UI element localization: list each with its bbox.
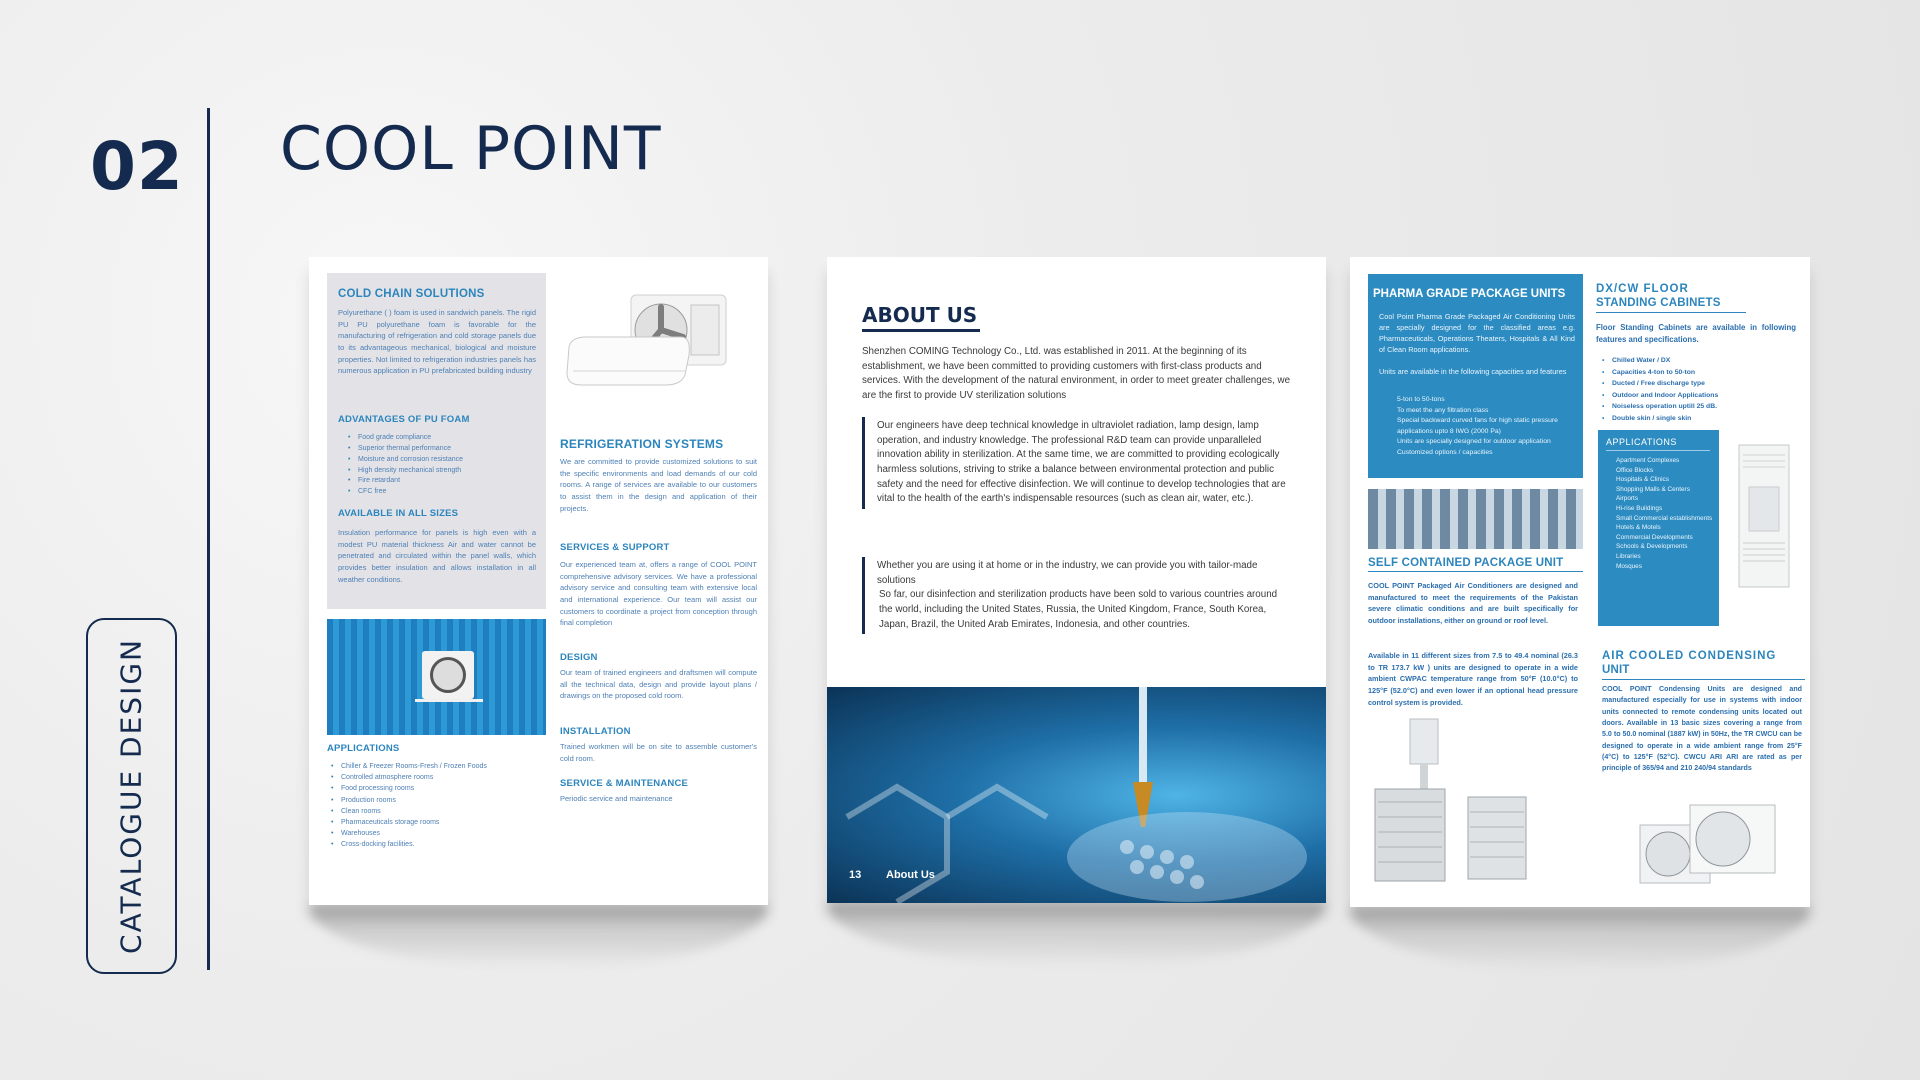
list-item: • Double skin / single skin bbox=[1602, 413, 1792, 425]
lab-photo bbox=[827, 687, 1326, 903]
list-item: • Controlled atmosphere rooms bbox=[331, 772, 551, 783]
sizes-text: Insulation performance for panels is high even with a modest PU material thickness Air and water cannot be penetrated and circulated within the panel walls, which provides better insulation and allows installation in all weather conditions. bbox=[338, 528, 536, 584]
services-text: Our experienced team at, offers a range of COOL POINT comprehensive advisory services. We have a professional advisory service and consulting team with extensive local and international experience. Our team will assist our customers to coordinate a project from conception through final completion bbox=[560, 560, 757, 628]
refrigeration-title: REFRIGERATION SYSTEMS bbox=[560, 437, 724, 451]
catalogue-page-about-us bbox=[827, 257, 1326, 903]
sizes-title: AVAILABLE IN ALL SIZES bbox=[338, 508, 459, 519]
list-item: • Hi-rise Buildings bbox=[1606, 504, 1714, 514]
list-item: • Moisture and corrosion resistance bbox=[348, 455, 538, 466]
dx-list bbox=[1602, 355, 1792, 424]
self-contained-title: SELF CONTAINED PACKAGE UNIT bbox=[1368, 557, 1564, 569]
fan-icon bbox=[430, 657, 466, 693]
list-item: • Superior thermal performance bbox=[348, 444, 538, 455]
self-contained-rule bbox=[1368, 571, 1583, 572]
list-item: • Shopping Malls & Centers bbox=[1606, 485, 1714, 495]
maintenance-title: SERVICE & MAINTENANCE bbox=[560, 778, 689, 789]
installation-title: INSTALLATION bbox=[560, 726, 631, 737]
list-item: • Hotels & Motels bbox=[1606, 523, 1714, 533]
list-item: • Fire retardant bbox=[348, 476, 538, 487]
maintenance-text: Periodic service and maintenance bbox=[560, 794, 673, 803]
list-item: • Pharmaceuticals storage rooms bbox=[331, 817, 551, 828]
list-item: • Customized options / capacities bbox=[1387, 448, 1577, 459]
condensing-units-photo bbox=[1370, 717, 1535, 887]
catalogue-page-products bbox=[1350, 257, 1810, 907]
list-item: • Production rooms bbox=[331, 795, 551, 806]
apps-list bbox=[1606, 456, 1714, 571]
split-units-photo bbox=[1635, 797, 1780, 887]
list-item: • Chiller & Freezer Rooms-Fresh / Frozen Foods bbox=[331, 761, 551, 772]
floor-cabinet-photo bbox=[1735, 443, 1793, 589]
dx-text: Floor Standing Cabinets are available in following features and specifications. bbox=[1596, 323, 1796, 344]
catalogue-page-cold-chain bbox=[309, 257, 768, 905]
applications-title: APPLICATIONS bbox=[327, 743, 400, 754]
design-text: Our team of trained engineers and draftsmen will compute all the technical data, design and provide layout plans / drawings on the proposed cold room. bbox=[560, 668, 757, 701]
list-item: • Small Commercial establishments bbox=[1606, 514, 1714, 524]
container-photo bbox=[327, 619, 546, 735]
advantages-list bbox=[348, 433, 538, 498]
design-title: DESIGN bbox=[560, 652, 598, 663]
advantages-title: ADVANTAGES OF PU FOAM bbox=[338, 414, 470, 425]
list-item: • Clean rooms bbox=[331, 806, 551, 817]
list-item: • Schools & Developments bbox=[1606, 542, 1714, 552]
section-number: 02 bbox=[90, 128, 184, 205]
list-item: • Commercial Developments bbox=[1606, 533, 1714, 543]
quote-2-line-a: Whether you are using it at home or in the industry, we can provide you with tailor-made solutions bbox=[877, 560, 1258, 586]
dx-rule bbox=[1596, 312, 1746, 313]
about-quote-1: Our engineers have deep technical knowledge in ultraviolet radiation, lamp design, lamp operation, and industry knowledge. The professional R&D team can provide unparalleled innovation ability in sterilization. At the same time, we are committed to providing ecologically harmless solutions, striving to strike a balance between environmental protection and public safety and the need for effective disinfection. We will continue to develop technologies that are vital to the health of the earth's indispensable resources (such as clean air, water, etc.). bbox=[862, 417, 1292, 509]
dx-title-1: DX/CW FLOOR bbox=[1596, 283, 1689, 295]
pharma-list bbox=[1387, 395, 1577, 458]
list-item: • Noiseless operation uptill 25 dB. bbox=[1602, 401, 1792, 413]
list-item: • Airports bbox=[1606, 494, 1714, 504]
refrigeration-text: We are committed to provide customized solutions to suit the specific environments and load demands of our cold rooms. A range of services are available to our customers to assist them in the design and application of their projects. bbox=[560, 457, 757, 513]
page-title: COOL POINT bbox=[280, 114, 662, 184]
page-number: 13 bbox=[849, 869, 862, 881]
side-label: CATALOGUE DESIGN bbox=[114, 638, 148, 954]
list-item: • Units are specially designed for outdoor application bbox=[1387, 437, 1577, 448]
dx-title-2: STANDING CABINETS bbox=[1596, 297, 1721, 309]
list-item: • To meet the any filtration class bbox=[1387, 406, 1577, 417]
building-photo bbox=[1368, 489, 1583, 549]
list-item: • Food grade compliance bbox=[348, 433, 538, 444]
list-item: • Apartment Complexes bbox=[1606, 456, 1714, 466]
air-conditioner-photo bbox=[561, 285, 741, 395]
pharma-text: Cool Point Pharma Grade Packaged Air Conditioning Units are specially designed for the classified areas e.g. Pharmaceuticals, Operations Theaters, Hospitals & All Kind of Clean Room applications. bbox=[1379, 312, 1575, 354]
list-item: • Special backward curved fans for high static pressure applications upto 8 IWG (2000 Pa) bbox=[1387, 416, 1577, 437]
list-item: • Hospitals & Clinics bbox=[1606, 475, 1714, 485]
cold-chain-text: Polyurethane ( ) foam is used in sandwich panels. The rigid PU PU polyurethane foam is favorable for the manufacturing of refrigeration and cold storage panels due to its advantageous mechanical, biological and moisture properties. Not limited to refrigeration industries panels has numerous application in PU prefabricated building industry bbox=[338, 308, 536, 376]
self-contained-text: COOL POINT Packaged Air Conditioners are designed and manufactured to meet the requirements of the Pakistan severe climatic conditions and are built specifically for outdoor installations, either on ground or roof level. bbox=[1368, 581, 1578, 626]
footer-label: About Us bbox=[886, 869, 935, 881]
list-item: • Warehouses bbox=[331, 828, 551, 839]
list-item: • Capacities 4-ton to 50-ton bbox=[1602, 367, 1792, 379]
list-item: • Mosques bbox=[1606, 562, 1714, 572]
air-cooled-rule bbox=[1602, 679, 1805, 680]
pharma-title: PHARMA GRADE PACKAGE UNITS bbox=[1373, 288, 1566, 300]
list-item: • Outdoor and Indoor Applications bbox=[1602, 390, 1792, 402]
cold-chain-title: COLD CHAIN SOLUTIONS bbox=[338, 288, 485, 300]
self-contained-text-2: Available in 11 different sizes from 7.5 to 49.4 nominal (26.3 to TR 173.7 kW ) units are designed to operate in a wide ambient CWPAC temperature range from 50°F (10.0°C) to 125°F (52.0°C) and even lower if an optional head pressure control system is provided. bbox=[1368, 651, 1578, 707]
air-cooled-title-2: UNIT bbox=[1602, 664, 1630, 676]
air-cooled-title-1: AIR COOLED CONDENSING bbox=[1602, 650, 1777, 662]
list-item: • Food processing rooms bbox=[331, 783, 551, 794]
list-item: • High density mechanical strength bbox=[348, 466, 538, 477]
apps-title: APPLICATIONS bbox=[1606, 437, 1677, 447]
list-item: • Chilled Water / DX bbox=[1602, 355, 1792, 367]
about-underline bbox=[862, 329, 980, 332]
about-quote-2 bbox=[862, 557, 1292, 634]
about-title: ABOUT US bbox=[862, 303, 978, 327]
vertical-divider bbox=[207, 108, 210, 970]
about-intro: Shenzhen COMING Technology Co., Ltd. was established in 2011. At the beginning of its establishment, we have been committed to providing customers with first-class products and services. With the development of the natural environment, in order to meet greater challenges, we are the first to provide UV sterilization solutions bbox=[862, 346, 1291, 402]
list-item: • Office Blocks bbox=[1606, 466, 1714, 476]
air-cooled-text: COOL POINT Condensing Units are designed and manufactured especially for use in systems with indoor units connected to remote condensing units located out doors. Available in 13 basic sizes covering a range from 5.0 to 50.0 nominal (1887 kW) in 50Hz, the TR CWCU can be designed to operate in a wide ambient range from 25°F (4°C) to 125°F (52°C). CWCU ARI ARI are rated as per principle of 365/94 and 210 240/94 standards bbox=[1602, 685, 1802, 773]
apps-rule bbox=[1606, 450, 1710, 451]
installation-text: Trained workmen will be on site to assemble customer's cold room. bbox=[560, 742, 757, 763]
list-item: • Cross-docking facilities. bbox=[331, 839, 551, 850]
list-item: • Libraries bbox=[1606, 552, 1714, 562]
pharma-text-2: Units are available in the following capacities and features bbox=[1379, 367, 1567, 376]
list-item: • Ducted / Free discharge type bbox=[1602, 378, 1792, 390]
services-title: SERVICES & SUPPORT bbox=[560, 542, 670, 553]
list-item: • CFC free bbox=[348, 487, 538, 498]
list-item: • 5-ton to 50-tons bbox=[1387, 395, 1577, 406]
applications-list bbox=[331, 761, 551, 851]
quote-2-line-b: So far, our disinfection and sterilization products have been sold to various countries around the world, including the United States, Russia, the United Kingdom, France, South Korea, Japan, Brazil, the United Arab Emirates, Indonesia, and other countries. bbox=[879, 589, 1278, 630]
bracket bbox=[415, 699, 483, 702]
